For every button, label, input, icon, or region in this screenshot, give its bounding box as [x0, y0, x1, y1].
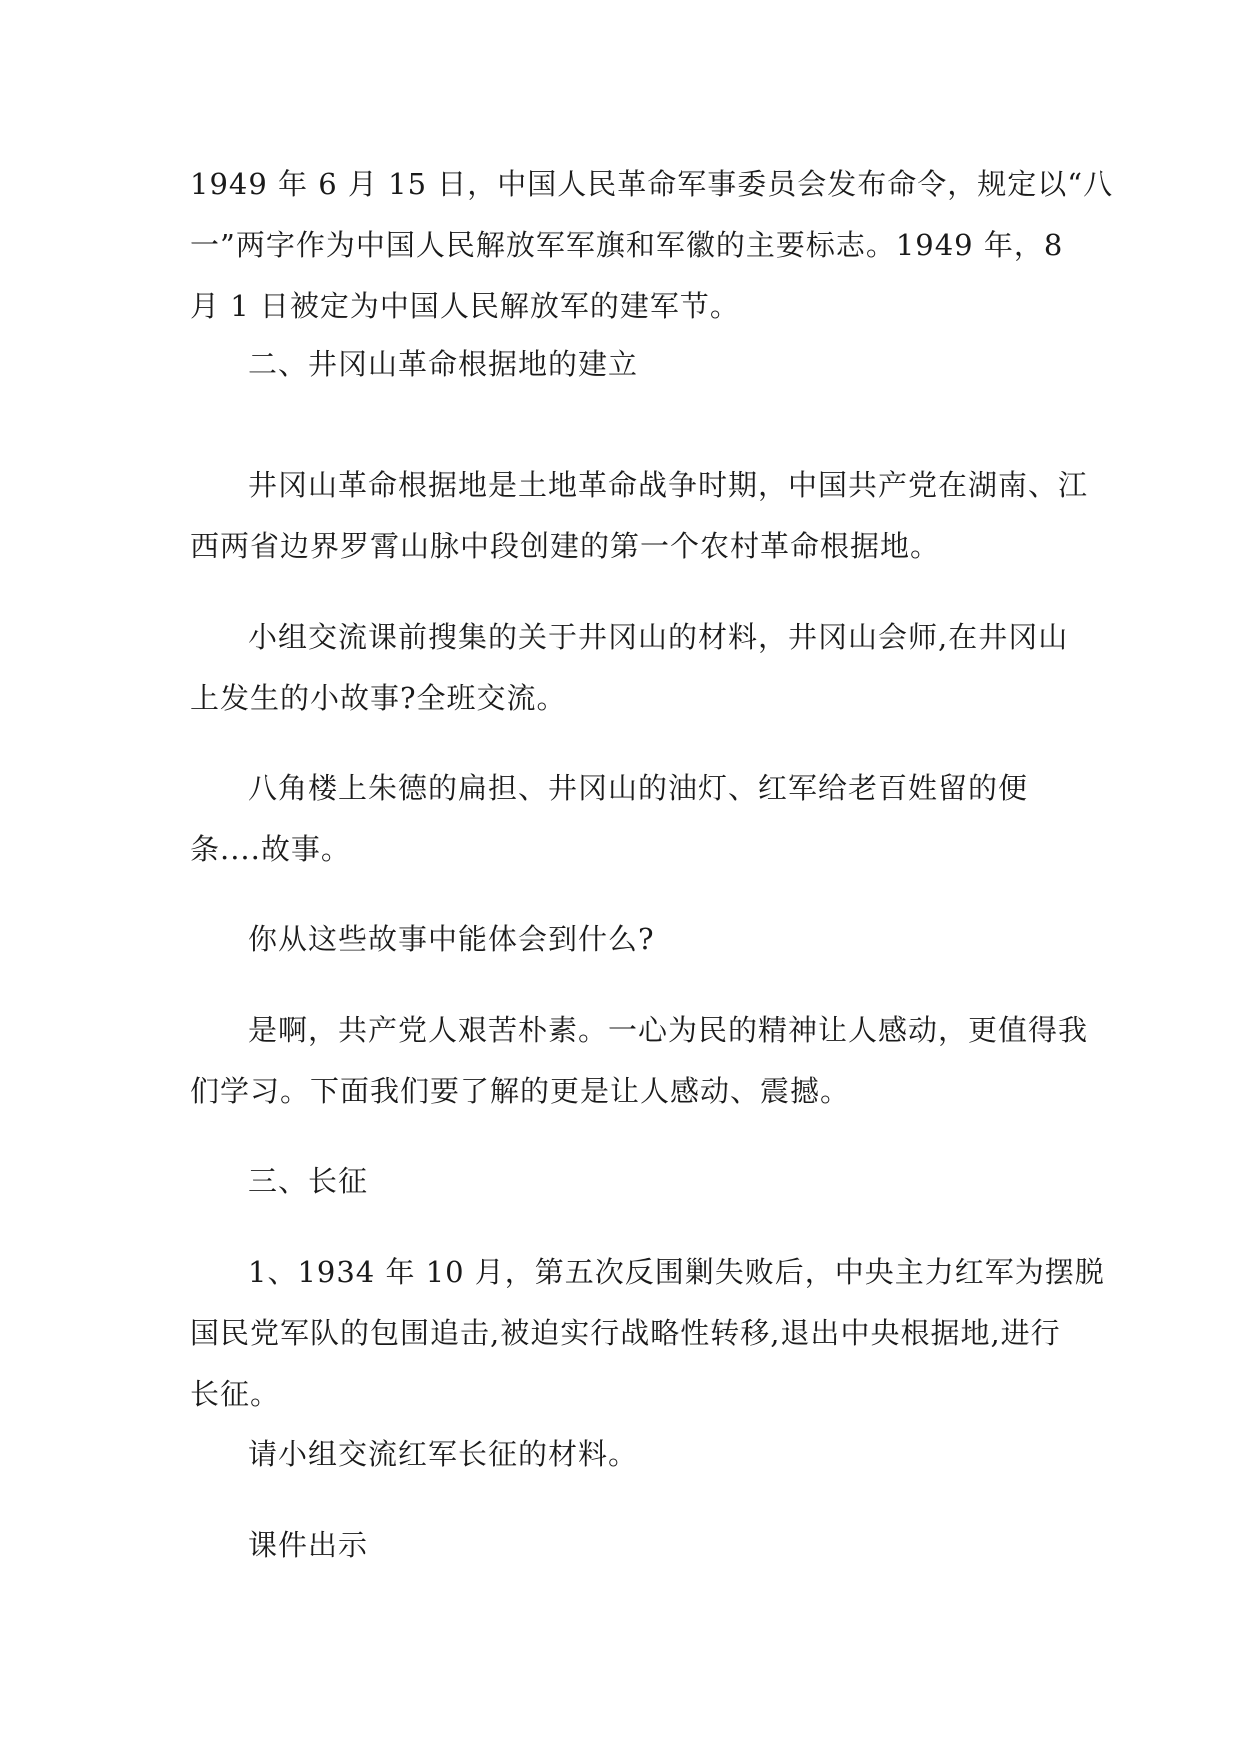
- text-line: 国民党军队的包围追击,被迫实行战略性转移,退出中央根据地,进行: [190, 1316, 1061, 1350]
- text-line: 你从这些故事中能体会到什么?: [248, 922, 655, 956]
- text-line: 二、井冈山革命根据地的建立: [248, 347, 639, 381]
- text-line: 一”两字作为中国人民解放军军旗和军徽的主要标志。1949 年，8: [190, 228, 1064, 262]
- paragraph-question: [190, 909, 1060, 970]
- paragraph-group-exchange: [190, 607, 1069, 729]
- paragraph-spirit: [190, 1000, 1089, 1122]
- text-line: 长征。: [190, 1377, 281, 1411]
- text-line: 上发生的小故事?全班交流。: [190, 681, 567, 715]
- text-line: 是啊，共产党人艰苦朴素。一心为民的精神让人感动，更值得我: [248, 1013, 1089, 1047]
- paragraph-group-materials: [190, 1424, 1060, 1485]
- text-line: 请小组交流红军长征的材料。: [248, 1437, 639, 1471]
- text-line: 井冈山革命根据地是土地革命战争时期，中国共产党在湖南、江: [248, 468, 1089, 502]
- text-line: 1、1934 年 10 月，第五次反围剿失败后，中央主力红军为摆脱: [248, 1255, 1105, 1289]
- paragraph-jinggangshan-base: [190, 455, 1089, 577]
- section-heading-jinggangshan: [190, 334, 1060, 395]
- paragraph-1934-long-march: [190, 1242, 1105, 1425]
- text-line: 课件出示: [248, 1528, 369, 1562]
- section-heading-long-march: [190, 1151, 1060, 1212]
- text-line: 月 1 日被定为中国人民解放军的建军节。: [190, 289, 740, 323]
- text-line: 们学习。下面我们要了解的更是让人感动、震撼。: [190, 1074, 851, 1108]
- text-line: 1949 年 6 月 15 日，中国人民革命军事委员会发布命令，规定以“八: [190, 167, 1114, 201]
- text-line: 西两省边界罗霄山脉中段创建的第一个农村革命根据地。: [190, 529, 941, 563]
- paragraph-courseware: [190, 1515, 1060, 1576]
- text-line: 三、长征: [248, 1164, 369, 1198]
- paragraph-1949-flag-emblem: [190, 154, 1114, 337]
- paragraph-stories: [190, 758, 1060, 880]
- text-line: 八角楼上朱德的扁担、井冈山的油灯、红军给老百姓留的便: [248, 771, 1029, 805]
- text-line: 条....故事。: [190, 832, 351, 866]
- text-line: 小组交流课前搜集的关于井冈山的材料，井冈山会师,在井冈山: [248, 620, 1069, 654]
